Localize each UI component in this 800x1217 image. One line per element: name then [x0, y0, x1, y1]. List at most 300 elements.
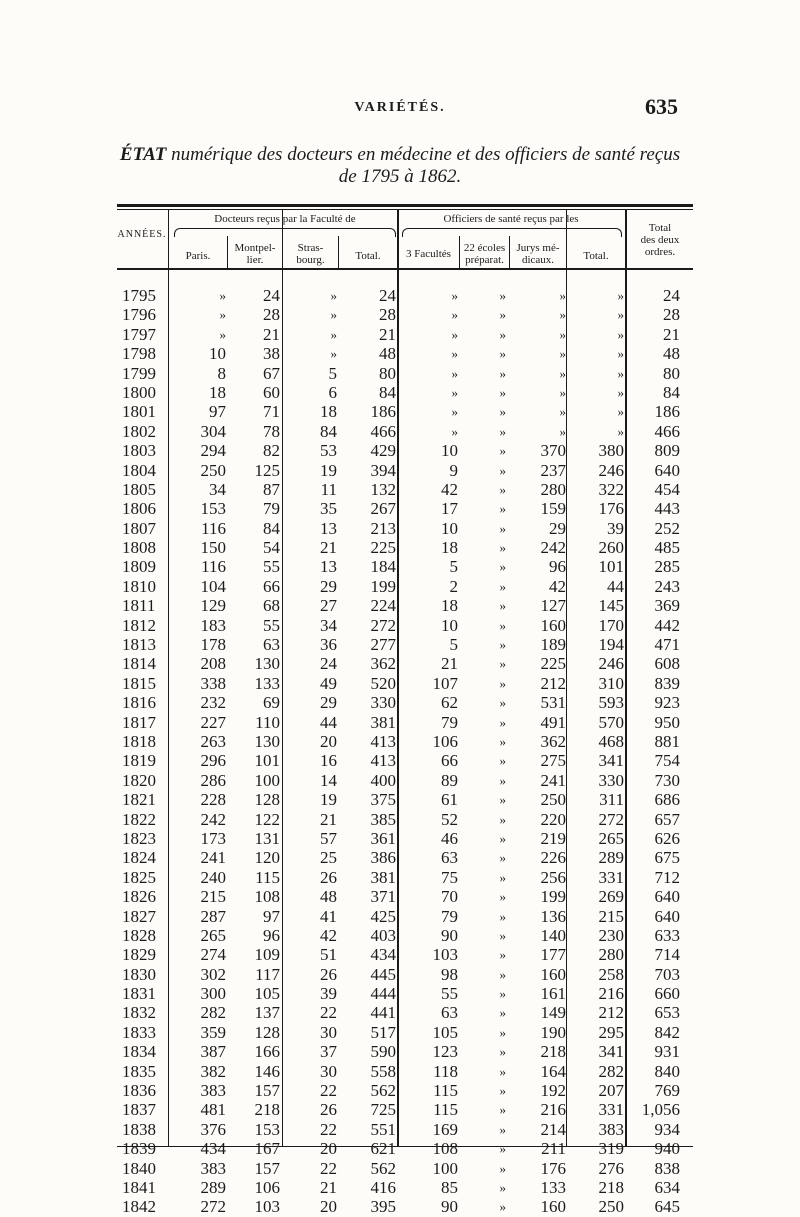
cell-montpellier: 125 — [254, 460, 280, 480]
cell-montpellier: 66 — [263, 576, 280, 596]
cell-strasbourg: 21 — [320, 1177, 337, 1197]
cell-total-officiers: 331 — [598, 1100, 624, 1120]
cell-grand-total: 950 — [654, 712, 680, 732]
cell-trois-facultes: 21 — [441, 654, 458, 674]
cell-strasbourg: 36 — [320, 635, 337, 655]
table-row — [0, 1062, 800, 1081]
cell-ecoles: » — [499, 1199, 506, 1215]
cell-jurys: 160 — [540, 1197, 566, 1217]
cell-total-docteurs: 562 — [370, 1158, 396, 1178]
cell-strasbourg: 30 — [320, 1022, 337, 1042]
header-officiers-group: Officiers de santé reçus par les — [443, 213, 579, 225]
cell-montpellier: 103 — [254, 1197, 280, 1217]
table-row — [0, 635, 800, 654]
cell-strasbourg: 20 — [320, 1197, 337, 1217]
cell-paris: 481 — [200, 1100, 226, 1120]
cell-strasbourg: 19 — [320, 460, 337, 480]
cell-ecoles: » — [499, 1005, 506, 1021]
table-row — [0, 499, 800, 518]
cell-year: 1826 — [122, 887, 156, 907]
cell-total-officiers: 216 — [598, 984, 624, 1004]
cell-total-docteurs: 395 — [370, 1197, 396, 1217]
cell-paris: 289 — [200, 1177, 226, 1197]
cell-strasbourg: 41 — [320, 906, 337, 926]
table-row — [0, 848, 800, 867]
cell-montpellier: 218 — [254, 1100, 280, 1120]
cell-jurys: 214 — [540, 1119, 566, 1139]
cell-total-officiers: 272 — [598, 809, 624, 829]
cell-trois-facultes: 17 — [441, 499, 458, 519]
cell-trois-facultes: 85 — [441, 1177, 458, 1197]
table-row — [0, 732, 800, 751]
cell-ecoles: » — [499, 792, 506, 808]
cell-montpellier: 115 — [255, 867, 280, 887]
header-grand-total — [627, 222, 693, 258]
cell-total-officiers: 246 — [598, 654, 624, 674]
cell-paris: 383 — [200, 1081, 226, 1101]
cell-montpellier: 137 — [254, 1003, 280, 1023]
header-bottom-rule — [117, 268, 693, 270]
cell-jurys: 280 — [540, 479, 566, 499]
cell-ecoles: » — [499, 365, 506, 381]
cell-grand-total: 931 — [654, 1042, 680, 1062]
cell-grand-total: 186 — [654, 402, 680, 422]
cell-ecoles: » — [499, 947, 506, 963]
cell-year: 1821 — [122, 790, 156, 810]
cell-montpellier: 120 — [254, 848, 280, 868]
cell-total-officiers: 295 — [598, 1022, 624, 1042]
cell-paris: 97 — [209, 402, 226, 422]
table-row — [0, 1100, 800, 1119]
cell-year: 1839 — [122, 1139, 156, 1159]
cell-year: 1828 — [122, 925, 156, 945]
cell-montpellier: 55 — [263, 557, 280, 577]
cell-total-docteurs: 444 — [370, 984, 396, 1004]
header-montpellier — [228, 242, 282, 266]
table-top-rule-thin — [117, 209, 693, 210]
table-body — [0, 286, 800, 1217]
cell-total-officiers: 218 — [598, 1177, 624, 1197]
cell-total-docteurs: 48 — [379, 344, 396, 364]
cell-trois-facultes: 62 — [441, 693, 458, 713]
cell-montpellier: 110 — [255, 712, 280, 732]
cell-grand-total: 842 — [654, 1022, 680, 1042]
cell-total-docteurs: 199 — [370, 576, 396, 596]
cell-strasbourg: 24 — [320, 654, 337, 674]
cell-jurys: 164 — [540, 1061, 566, 1081]
cell-total-officiers: 593 — [598, 693, 624, 713]
cell-jurys: » — [559, 346, 566, 362]
cell-jurys: » — [559, 404, 566, 420]
cell-trois-facultes: 63 — [441, 848, 458, 868]
cell-jurys: 161 — [540, 984, 566, 1004]
cell-strasbourg: 11 — [320, 479, 337, 499]
cell-ecoles: » — [499, 346, 506, 362]
cell-paris: 242 — [200, 809, 226, 829]
cell-grand-total: 21 — [663, 324, 680, 344]
cell-year: 1822 — [122, 809, 156, 829]
header-montpellier-2: lier. — [246, 254, 264, 266]
cell-grand-total: 712 — [654, 867, 680, 887]
table-row — [0, 1139, 800, 1158]
cell-year: 1829 — [122, 945, 156, 965]
running-head — [0, 94, 800, 130]
cell-strasbourg: 5 — [328, 363, 337, 383]
cell-total-docteurs: 445 — [370, 964, 396, 984]
header-montpellier-1: Montpel- — [234, 242, 276, 254]
cell-year: 1817 — [122, 712, 156, 732]
cell-ecoles: » — [499, 617, 506, 633]
cell-strasbourg: 22 — [320, 1158, 337, 1178]
cell-total-docteurs: 400 — [370, 770, 396, 790]
cell-total-docteurs: 520 — [370, 673, 396, 693]
cell-montpellier: 157 — [254, 1158, 280, 1178]
cell-paris: 150 — [200, 538, 226, 558]
cell-total-officiers: 380 — [598, 441, 624, 461]
cell-total-officiers: 341 — [598, 751, 624, 771]
cell-grand-total: 608 — [654, 654, 680, 674]
cell-strasbourg: » — [330, 288, 337, 303]
cell-grand-total: 703 — [654, 964, 680, 984]
cell-trois-facultes: 118 — [433, 1061, 458, 1081]
table-row — [0, 286, 800, 305]
cell-total-docteurs: 517 — [370, 1022, 396, 1042]
cell-grand-total: 675 — [654, 848, 680, 868]
cell-jurys: 250 — [540, 790, 566, 810]
cell-grand-total: 730 — [654, 770, 680, 790]
cell-total-officiers: » — [617, 384, 624, 400]
cell-jurys: 242 — [540, 538, 566, 558]
cell-total-docteurs: 434 — [370, 945, 396, 965]
cell-ecoles: » — [499, 869, 506, 885]
cell-year: 1819 — [122, 751, 156, 771]
table-row — [0, 305, 800, 324]
cell-trois-facultes: 75 — [441, 867, 458, 887]
cell-total-docteurs: 394 — [370, 460, 396, 480]
table-row — [0, 1042, 800, 1061]
cell-ecoles: » — [499, 462, 506, 478]
cell-paris: 263 — [200, 731, 226, 751]
cell-total-officiers: 145 — [598, 596, 624, 616]
cell-total-officiers: » — [617, 307, 624, 323]
header-strasbourg-1: Stras- — [297, 242, 324, 254]
header-docteurs-group: Docteurs reçus par la Faculté de — [214, 213, 356, 225]
cell-year: 1813 — [122, 635, 156, 655]
cell-year: 1805 — [122, 479, 156, 499]
cell-paris: 296 — [200, 751, 226, 771]
cell-trois-facultes: 90 — [441, 925, 458, 945]
cell-paris: 376 — [200, 1119, 226, 1139]
cell-strasbourg: 39 — [320, 984, 337, 1004]
cell-total-officiers: 383 — [598, 1119, 624, 1139]
cell-ecoles: » — [499, 675, 506, 691]
cell-ecoles: » — [499, 637, 506, 653]
cell-strasbourg: 30 — [320, 1061, 337, 1081]
cell-trois-facultes: 103 — [432, 945, 458, 965]
cell-jurys: 176 — [540, 1158, 566, 1178]
cell-paris: 208 — [200, 654, 226, 674]
table-row — [0, 325, 800, 344]
cell-year: 1799 — [122, 363, 156, 383]
header-ecoles-1: 22 écoles — [463, 242, 506, 254]
cell-grand-total: 769 — [654, 1081, 680, 1101]
cell-year: 1798 — [122, 344, 156, 364]
cell-paris: 387 — [200, 1042, 226, 1062]
cell-jurys: » — [559, 365, 566, 381]
cell-year: 1797 — [122, 324, 156, 344]
header-strasbourg — [283, 242, 338, 266]
cell-total-officiers: 170 — [598, 615, 624, 635]
header-ecoles — [460, 242, 509, 266]
cell-montpellier: 101 — [254, 751, 280, 771]
cell-year: 1800 — [122, 382, 156, 402]
cell-grand-total: 466 — [654, 421, 680, 441]
cell-montpellier: 153 — [254, 1119, 280, 1139]
cell-grand-total: 243 — [654, 576, 680, 596]
cell-montpellier: 21 — [263, 324, 280, 344]
cell-strasbourg: 13 — [320, 557, 337, 577]
cell-total-docteurs: 371 — [370, 887, 396, 907]
cell-total-docteurs: 551 — [370, 1119, 396, 1139]
cell-trois-facultes: 5 — [449, 635, 458, 655]
cell-total-docteurs: 224 — [370, 596, 396, 616]
cell-total-officiers: » — [617, 423, 624, 439]
cell-strasbourg: 26 — [320, 1100, 337, 1120]
cell-year: 1806 — [122, 499, 156, 519]
cell-paris: 129 — [200, 596, 226, 616]
cell-year: 1838 — [122, 1119, 156, 1139]
cell-total-officiers: 39 — [607, 518, 624, 538]
cell-ecoles: » — [499, 326, 506, 342]
cell-total-officiers: » — [617, 346, 624, 362]
cell-grand-total: 633 — [654, 925, 680, 945]
cell-paris: 34 — [209, 479, 226, 499]
cell-ecoles: » — [499, 501, 506, 517]
cell-year: 1830 — [122, 964, 156, 984]
cell-trois-facultes: » — [451, 384, 458, 400]
cell-total-docteurs: 213 — [370, 518, 396, 538]
cell-year: 1840 — [122, 1158, 156, 1178]
cell-montpellier: 84 — [263, 518, 280, 538]
cell-jurys: 42 — [549, 576, 566, 596]
table-row — [0, 557, 800, 576]
cell-trois-facultes: » — [451, 404, 458, 420]
table-row — [0, 654, 800, 673]
cell-grand-total: 923 — [654, 693, 680, 713]
cell-grand-total: 442 — [654, 615, 680, 635]
cell-strasbourg: 18 — [320, 402, 337, 422]
cell-grand-total: 653 — [654, 1003, 680, 1023]
cell-trois-facultes: » — [451, 365, 458, 381]
cell-montpellier: 28 — [263, 305, 280, 325]
cell-total-officiers: » — [617, 326, 624, 342]
cell-grand-total: 640 — [654, 887, 680, 907]
cell-jurys: 226 — [540, 848, 566, 868]
table-top-rule — [117, 204, 693, 207]
table-row — [0, 984, 800, 1003]
cell-montpellier: 60 — [263, 382, 280, 402]
cell-jurys: 362 — [540, 731, 566, 751]
cell-ecoles: » — [499, 927, 506, 943]
cell-ecoles: » — [499, 966, 506, 982]
cell-year: 1836 — [122, 1081, 156, 1101]
cell-trois-facultes: 10 — [441, 518, 458, 538]
cell-year: 1827 — [122, 906, 156, 926]
cell-montpellier: 68 — [263, 596, 280, 616]
title-rest: numérique des docteurs en médecine et des officiers de santé reçus — [166, 144, 681, 165]
cell-total-docteurs: 381 — [370, 867, 396, 887]
cell-paris: 272 — [200, 1197, 226, 1217]
table-row — [0, 1081, 800, 1100]
cell-montpellier: 128 — [254, 1022, 280, 1042]
cell-strasbourg: 42 — [320, 925, 337, 945]
cell-strasbourg: 19 — [320, 790, 337, 810]
cell-grand-total: 634 — [654, 1177, 680, 1197]
cell-paris: 304 — [200, 421, 226, 441]
cell-strasbourg: 21 — [320, 538, 337, 558]
cell-trois-facultes: 123 — [432, 1042, 458, 1062]
cell-montpellier: 55 — [263, 615, 280, 635]
cell-strasbourg: 22 — [320, 1119, 337, 1139]
cell-strasbourg: 22 — [320, 1003, 337, 1023]
cell-total-officiers: 101 — [598, 557, 624, 577]
cell-year: 1824 — [122, 848, 156, 868]
cell-grand-total: 645 — [654, 1197, 680, 1217]
cell-ecoles: » — [499, 1044, 506, 1060]
cell-total-officiers: 468 — [598, 731, 624, 751]
cell-year: 1811 — [122, 596, 156, 616]
cell-paris: 241 — [200, 848, 226, 868]
cell-trois-facultes: 42 — [441, 479, 458, 499]
cell-montpellier: 166 — [254, 1042, 280, 1062]
cell-year: 1814 — [122, 654, 156, 674]
title-line2: de 1795 à 1862. — [338, 166, 462, 187]
header-brace — [174, 228, 396, 237]
cell-grand-total: 754 — [654, 751, 680, 771]
table-row — [0, 519, 800, 538]
cell-ecoles: » — [499, 307, 506, 323]
cell-total-officiers: 331 — [598, 867, 624, 887]
cell-total-docteurs: 267 — [370, 499, 396, 519]
cell-jurys: 133 — [540, 1177, 566, 1197]
cell-grand-total: 714 — [654, 945, 680, 965]
cell-total-docteurs: 84 — [379, 382, 396, 402]
cell-strasbourg: 48 — [320, 887, 337, 907]
cell-montpellier: 71 — [263, 402, 280, 422]
table-row — [0, 538, 800, 557]
cell-jurys: 211 — [541, 1139, 566, 1159]
cell-ecoles: » — [499, 986, 506, 1002]
cell-year: 1825 — [122, 867, 156, 887]
cell-total-officiers: 260 — [598, 538, 624, 558]
cell-paris: 116 — [201, 557, 226, 577]
header-grand-3: ordres. — [644, 246, 676, 258]
cell-jurys: » — [559, 288, 566, 303]
cell-ecoles: » — [499, 1083, 506, 1099]
table-row — [0, 1003, 800, 1022]
cell-total-officiers: 311 — [599, 790, 624, 810]
cell-trois-facultes: 10 — [441, 441, 458, 461]
cell-paris: 10 — [209, 344, 226, 364]
cell-montpellier: 133 — [254, 673, 280, 693]
cell-jurys: 127 — [540, 596, 566, 616]
cell-strasbourg: 6 — [328, 382, 337, 402]
table-row — [0, 829, 800, 848]
cell-total-officiers: 44 — [607, 576, 624, 596]
cell-jurys: 199 — [540, 887, 566, 907]
table-row — [0, 965, 800, 984]
cell-trois-facultes: 18 — [441, 538, 458, 558]
header-grand-2: des deux — [640, 234, 680, 246]
cell-total-officiers: 265 — [598, 828, 624, 848]
cell-grand-total: 839 — [654, 673, 680, 693]
cell-trois-facultes: 79 — [441, 712, 458, 732]
table-row — [0, 344, 800, 363]
table-row — [0, 1023, 800, 1042]
table-row — [0, 868, 800, 887]
table-row — [0, 383, 800, 402]
cell-paris: 286 — [200, 770, 226, 790]
cell-strasbourg: 29 — [320, 693, 337, 713]
header-total2: Total. — [583, 250, 609, 262]
cell-ecoles: » — [499, 908, 506, 924]
cell-jurys: » — [559, 326, 566, 342]
cell-total-docteurs: 562 — [370, 1081, 396, 1101]
cell-ecoles: » — [499, 1141, 506, 1157]
cell-montpellier: 122 — [254, 809, 280, 829]
cell-trois-facultes: 52 — [441, 809, 458, 829]
cell-grand-total: 686 — [654, 790, 680, 810]
header-trois-facultes: 3 Facultés — [406, 248, 451, 260]
cell-trois-facultes: 115 — [433, 1081, 458, 1101]
cell-jurys: 491 — [540, 712, 566, 732]
cell-jurys: 192 — [540, 1081, 566, 1101]
cell-paris: 294 — [200, 441, 226, 461]
cell-paris: 382 — [200, 1061, 226, 1081]
title-lead: ÉTAT — [119, 144, 167, 165]
cell-strasbourg: » — [330, 326, 337, 342]
cell-montpellier: 117 — [255, 964, 280, 984]
cell-montpellier: 131 — [254, 828, 280, 848]
cell-jurys: 29 — [549, 518, 566, 538]
cell-total-docteurs: 725 — [370, 1100, 396, 1120]
table-row — [0, 441, 800, 460]
cell-paris: 8 — [217, 363, 226, 383]
cell-trois-facultes: 10 — [441, 615, 458, 635]
header-paris: Paris. — [185, 250, 211, 262]
cell-total-docteurs: 558 — [370, 1061, 396, 1081]
cell-jurys: 160 — [540, 964, 566, 984]
cell-montpellier: 167 — [254, 1139, 280, 1159]
cell-total-docteurs: 381 — [370, 712, 396, 732]
cell-total-officiers: » — [617, 288, 624, 303]
cell-ecoles: » — [499, 559, 506, 575]
cell-total-docteurs: 441 — [370, 1003, 396, 1023]
cell-montpellier: 78 — [263, 421, 280, 441]
cell-jurys: 160 — [540, 615, 566, 635]
cell-montpellier: 128 — [254, 790, 280, 810]
cell-jurys: 219 — [540, 828, 566, 848]
cell-paris: 173 — [200, 828, 226, 848]
table-row — [0, 1178, 800, 1197]
cell-trois-facultes: 98 — [441, 964, 458, 984]
cell-strasbourg: 53 — [320, 441, 337, 461]
cell-jurys: 256 — [540, 867, 566, 887]
cell-ecoles: » — [499, 733, 506, 749]
cell-jurys: 190 — [540, 1022, 566, 1042]
cell-strasbourg: 57 — [320, 828, 337, 848]
cell-strasbourg: 49 — [320, 673, 337, 693]
